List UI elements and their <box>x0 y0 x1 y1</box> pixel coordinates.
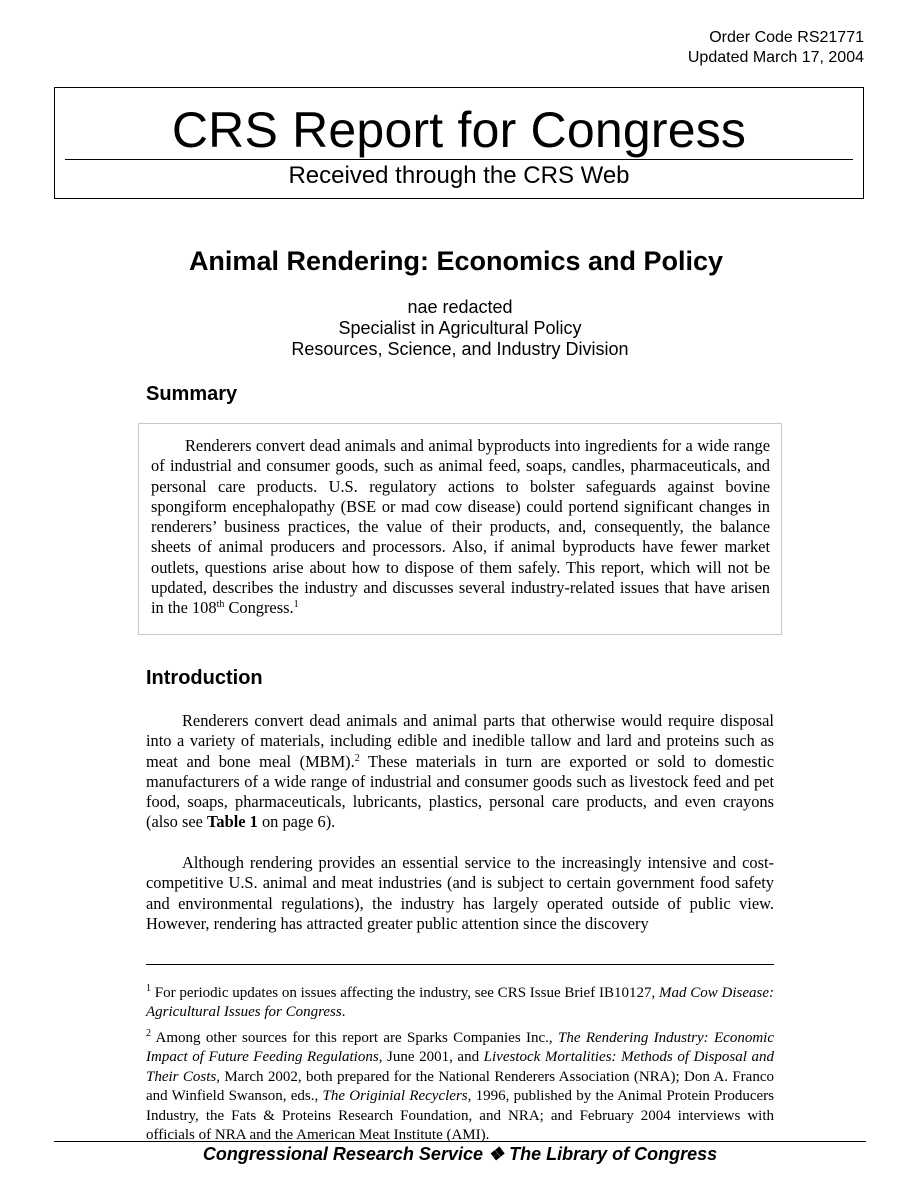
author-position: Specialist in Agricultural Policy <box>338 318 582 338</box>
footnote-2-number: 2 <box>146 1028 151 1039</box>
footnote-2-title-1: The Rendering Industry: Economic Impact of Future Feeding Regulations <box>146 1030 774 1066</box>
footnote-divider <box>146 964 774 965</box>
footnote-1-text-a: For periodic updates on issues affecting the industry, see CRS Issue Brief IB10127, <box>151 985 659 1001</box>
ordinal-suffix: th <box>216 599 225 611</box>
footnote-2-text-b: , June 2001, and <box>378 1049 484 1066</box>
banner-subtitle: Received through the CRS Web <box>288 162 630 189</box>
banner-divider <box>65 159 853 160</box>
summary-heading: Summary <box>146 383 238 405</box>
footnote-1-text-b: . <box>341 1004 346 1021</box>
intro-p1-text-a: Renderers convert dead animals and animal parts that otherwise would require disposal into a variety of materials, including edible and inedible tallow and lard and proteins such as meat and bone meal (MBM). <box>146 711 774 771</box>
report-banner <box>54 87 864 199</box>
footnote-1-title: Mad Cow Disease: Agricultural Issues for Congress <box>146 985 774 1021</box>
summary-box <box>138 423 782 635</box>
author-name: nae redacted <box>407 297 513 317</box>
footnote-2-title-2: Livestock Mortalities: Methods of Disposal and Their Costs <box>146 1049 774 1085</box>
footnote-2-title-3: The Originial Recyclers <box>322 1088 468 1105</box>
intro-paragraph-1 <box>146 711 774 833</box>
updated-date: Updated March 17, 2004 <box>687 49 864 66</box>
order-code-block <box>688 28 864 68</box>
intro-p1-text-b: These materials in turn are exported or sold to domestic manufacturers of a wide range of industrial and consumer goods such as livestock feed and pet food, soaps, pharmaceuticals, lubricants, plastics, personal care products, and even crayons (also see <box>146 751 775 832</box>
table-reference: Table 1 <box>207 812 258 832</box>
intro-paragraph-2: Although rendering provides an essential service to the increasingly intensive and cost-competitive U.S. animal and meat industries (and is subject to certain government food safety and environmental regulations), the industry has largely operated outside of public view. However, rendering has attracted greater public attention since the discovery <box>146 853 774 933</box>
author-division: Resources, Science, and Industry Division <box>291 339 629 359</box>
footnote-2-text-a: Among other sources for this report are Sparks Companies Inc., <box>151 1030 559 1046</box>
report-title: Animal Rendering: Economics and Policy <box>188 246 724 276</box>
footer-divider <box>54 1141 866 1142</box>
introduction-heading: Introduction <box>146 667 263 689</box>
banner-title: CRS Report for Congress <box>171 102 747 158</box>
summary-ending: Congress. <box>224 598 294 618</box>
footnote-ref-2: 2 <box>354 752 360 764</box>
author-block <box>0 297 920 360</box>
footnote-ref-1: 1 <box>293 599 299 611</box>
footnote-1 <box>146 984 774 1023</box>
intro-p1-text-c: on page 6). <box>257 812 336 832</box>
footnote-1-number: 1 <box>146 983 151 994</box>
footnote-2-text-c: , March 2002, both prepared for the National Renderers Association (NRA); Don A. Franco and Winfield Swanson, eds., <box>146 1068 774 1105</box>
summary-text <box>151 436 770 619</box>
order-code: Order Code RS21771 <box>709 29 864 46</box>
footnote-2-text-d: , 1996, published by the Animal Protein Producers Industry, the Fats & Proteins Research Foundation, and NRA; and February 2004 interviews with officials of NRA and the American Meat Institute (AMI). <box>146 1088 775 1144</box>
footnote-2 <box>146 1029 774 1145</box>
footer-text: Congressional Research Service ❖ The Library of Congress <box>202 1144 718 1164</box>
summary-body: Renderers convert dead animals and animal byproducts into ingredients for a wide range of industrial and consumer goods, such as animal feed, soaps, candles, pharmaceuticals, and personal care products. U.S. regulatory actions to bolster safeguards against bovine spongiform encephalopathy (BSE or mad cow disease) could portend significant changes in renderers’ business practices, the value of their products, and, consequently, the balance sheets of animal producers and processors. Also, if animal byproducts have fewer market outlets, questions arise about how to dispose of them safely. This report, which will not be updated, describes the industry and discusses several industry-related issues that have arisen in the 108 <box>151 436 770 618</box>
